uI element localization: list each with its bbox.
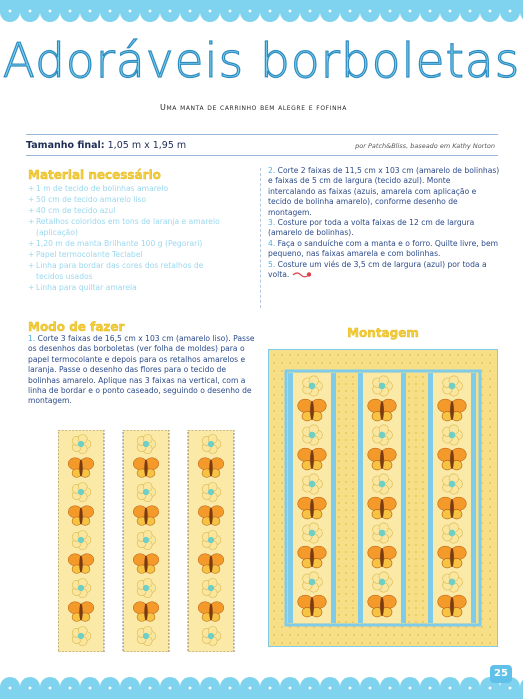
- quilt-assembly-diagram: [268, 349, 498, 647]
- scalloped-border-top: [0, 0, 523, 26]
- page-title: Adoráveis borboletas: [2, 34, 521, 89]
- step-text: Costure um viés de 3,5 cm de largura (azul) por toda a volta.: [268, 259, 487, 280]
- list-item: + 1 m de tecido de bolinhas amarelo: [28, 183, 233, 194]
- applique-strips-diagram: [58, 430, 248, 652]
- step-5: [268, 260, 500, 281]
- page-number: 25: [490, 665, 512, 683]
- step-1: [28, 334, 258, 407]
- list-item: + Papel termocolante Teclabel: [28, 249, 233, 260]
- list-item: + Linha para bordar das cores dos retalhos de tecidos usados: [28, 260, 233, 282]
- divider: [26, 134, 498, 135]
- column-divider: [260, 168, 261, 308]
- step-3: [268, 218, 500, 239]
- step-2: [268, 166, 500, 218]
- step-text: Costure por toda a volta faixas de 12 cm de largura (amarelo de bolinhas).: [268, 218, 475, 238]
- steps-right-column: [268, 166, 500, 280]
- materials-heading: Material necessário: [28, 168, 161, 182]
- list-item: + Retalhos coloridos em tons de laranja e amarelo (aplicação): [28, 216, 233, 238]
- divider: [26, 155, 498, 156]
- materials-list: [28, 183, 233, 293]
- list-item: + 1,20 m de manta Brilhante 100 g (Pegorari): [28, 238, 233, 249]
- step-number: 5.: [268, 259, 276, 269]
- final-size: [26, 140, 186, 151]
- ribbon-heart-icon: [292, 271, 312, 279]
- page-subtitle: Uma manta de carrinho bem alegre e fofinha: [160, 103, 347, 112]
- final-size-label: Tamanho final:: [26, 140, 105, 151]
- scalloped-border-bottom: [0, 673, 523, 699]
- step-number: 1.: [28, 334, 36, 343]
- assembly-heading: Montagem: [347, 326, 419, 340]
- step-number: 4.: [268, 238, 276, 248]
- method-heading: Modo de fazer: [28, 320, 125, 334]
- step-4: [268, 239, 500, 260]
- final-size-value: 1,05 m x 1,95 m: [107, 140, 187, 151]
- step-text: Corte 3 faixas de 16,5 cm x 103 cm (amarelo liso). Passe os desenhos das borboletas (ver folha de moldes) para o papel termocolante e depois para os retalhos amarelos e laranja. Passe o desenho das flores para o tecido de bolinhas amarelo. Aplique nas 3 faixas na vertical, com a linha de bordar e o ponto caseado, seguindo o desenho de montagem.: [28, 334, 255, 406]
- step-number: 3.: [268, 218, 276, 228]
- step-number: 2.: [268, 166, 276, 175]
- list-item: + 50 cm de tecido amarelo liso: [28, 194, 233, 205]
- step-text: Corte 2 faixas de 11,5 cm x 103 cm (amarelo de bolinhas) e faixas de 5 cm de largura (tecido azul). Monte intercalando as faixas (azuis, amarela com aplicação e tecido de bolinha amarelo), conforme desenho de montagem.: [268, 166, 500, 217]
- step-text: Faça o sanduíche com a manta e o forro. Quilte livre, bem pequeno, nas faixas amarela e com bolinhas.: [268, 238, 499, 259]
- list-item: + 40 cm de tecido azul: [28, 205, 233, 216]
- list-item: + Linha para quiltar amarela: [28, 282, 233, 293]
- credit-line: por Patch&Bliss, baseado em Kathy Norton: [355, 142, 495, 150]
